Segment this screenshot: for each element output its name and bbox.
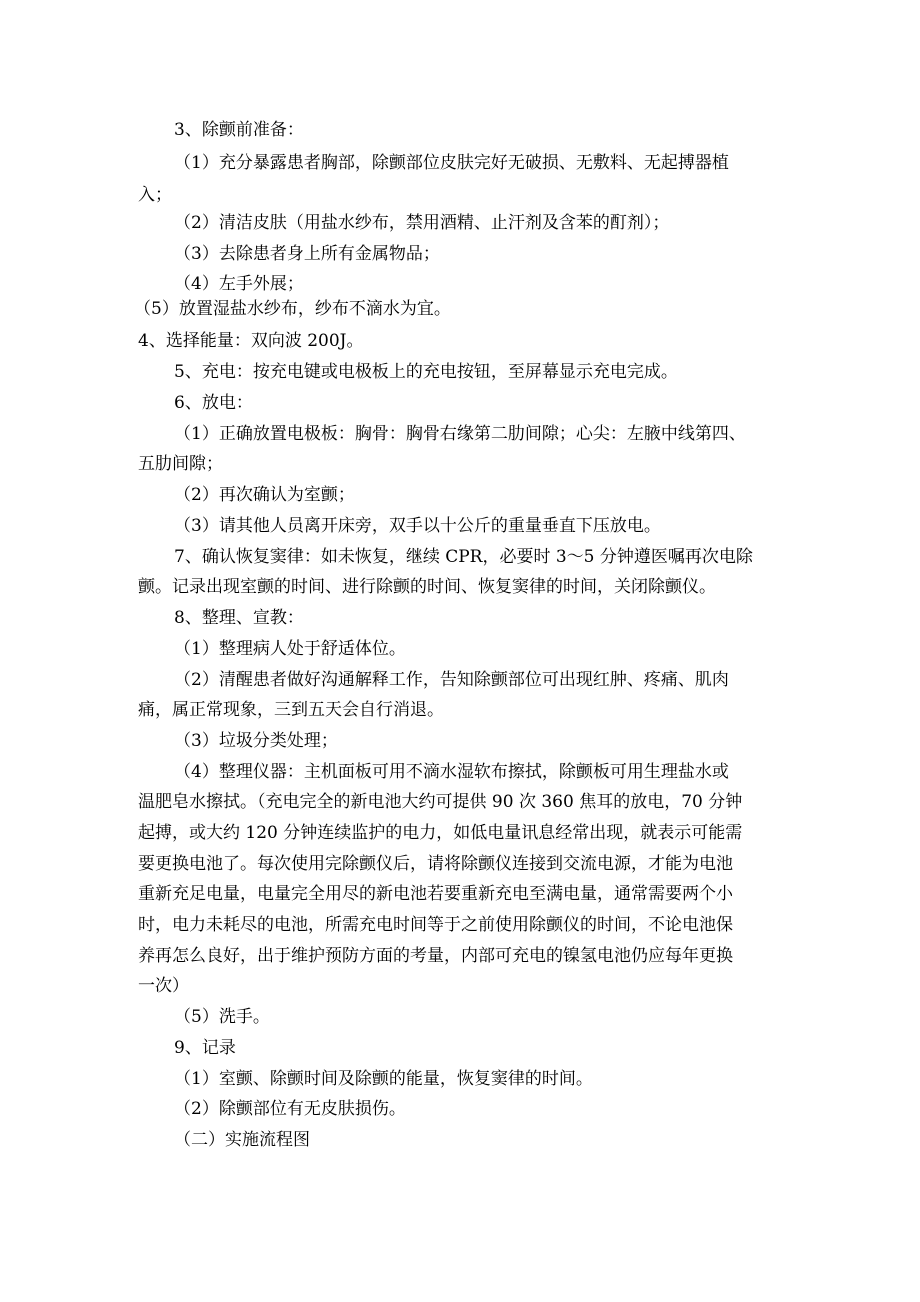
section-4-energy: 4、选择能量：双向波 200J。 [138,331,364,351]
cleanup-item-4-cont-2: 起搏，或大约 120 分钟连续监护的电力，如低电量讯息经常出现，就表示可能需 [138,823,743,843]
section-3-heading: 3、除颤前准备： [174,120,304,140]
discharge-item-2: （2）再次确认为室颤； [174,485,355,505]
prep-item-1-cont: 入； [138,185,172,205]
prep-item-2: （2）清洁皮肤（用盐水纱布，禁用酒精、止汗剂及含苯的酊剂）； [174,213,670,233]
cleanup-item-3: （3）垃圾分类处理； [174,731,338,751]
cleanup-item-4-cont-6: 养再怎么良好，出于维护预防方面的考量，内部可充电的镍氢电池仍应每年更换 [138,946,733,966]
cleanup-item-1: （1）整理病人处于舒适体位。 [174,639,406,659]
cleanup-item-4: （4）整理仪器：主机面板可用不滴水湿软布擦拭，除颤板可用生理盐水或 [174,762,729,782]
section-9-heading: 9、记录 [174,1038,236,1058]
section-6-heading: 6、放电： [174,393,253,413]
record-item-1: （1）室颤、除颤时间及除颤的能量，恢复窦律的时间。 [174,1069,593,1089]
cleanup-item-2: （2）清醒患者做好沟通解释工作，告知除颤部位可出现红肿、疼痛、肌肉 [174,670,729,690]
cleanup-item-5: （5）洗手。 [174,1007,270,1027]
cleanup-item-4-cont-1: 温肥皂水擦拭。（充电完全的新电池大约可提供 90 次 360 焦耳的放电，70 分钟 [138,792,743,812]
section-5-charge: 5、充电：按充电键或电极板上的充电按钮，至屏幕显示充电完成。 [174,362,678,382]
discharge-item-3: （3）请其他人员离开床旁，双手以十公斤的重量垂直下压放电。 [174,516,661,536]
prep-item-4: （4）左手外展； [174,274,304,294]
cleanup-item-4-cont-4: 重新充足电量，电量完全用尽的新电池若要重新充电至满电量，通常需要两个小 [138,884,733,904]
record-item-2: （2）除颤部位有无皮肤损伤。 [174,1099,406,1119]
section-7-rhythm: 7、确认恢复窦律：如未恢复，继续 CPR，必要时 3～5 分钟遵医嘱再次电除 [174,547,753,567]
flowchart-heading: （二）实施流程图 [174,1130,310,1150]
cleanup-item-4-cont-3: 要更换电池了。每次使用完除颤仪后，请将除颤仪连接到交流电源，才能为电池 [138,854,733,874]
section-7-rhythm-cont: 颤。记录出现室颤的时间、进行除颤的时间、恢复窦律的时间，关闭除颤仪。 [138,577,716,597]
cleanup-item-2-cont: 痛，属正常现象，三到五天会自行消退。 [138,700,444,720]
cleanup-item-4-cont-5: 时，电力未耗尽的电池，所需充电时间等于之前使用除颤仪的时间，不论电池保 [138,915,733,935]
prep-item-5: （5）放置湿盐水纱布，纱布不滴水为宜。 [134,299,451,319]
discharge-item-1-cont: 五肋间隙； [138,454,223,474]
prep-item-1: （1）充分暴露患者胸部，除颤部位皮肤完好无破损、无敷料、无起搏器植 [174,153,729,173]
discharge-item-1: （1）正确放置电极板：胸骨：胸骨右缘第二肋间隙；心尖：左腋中线第四、 [174,424,746,444]
cleanup-item-4-cont-7: 一次） [138,976,189,996]
section-8-heading: 8、整理、宣教： [174,608,304,628]
prep-item-3: （3）去除患者身上所有金属物品； [174,244,440,264]
